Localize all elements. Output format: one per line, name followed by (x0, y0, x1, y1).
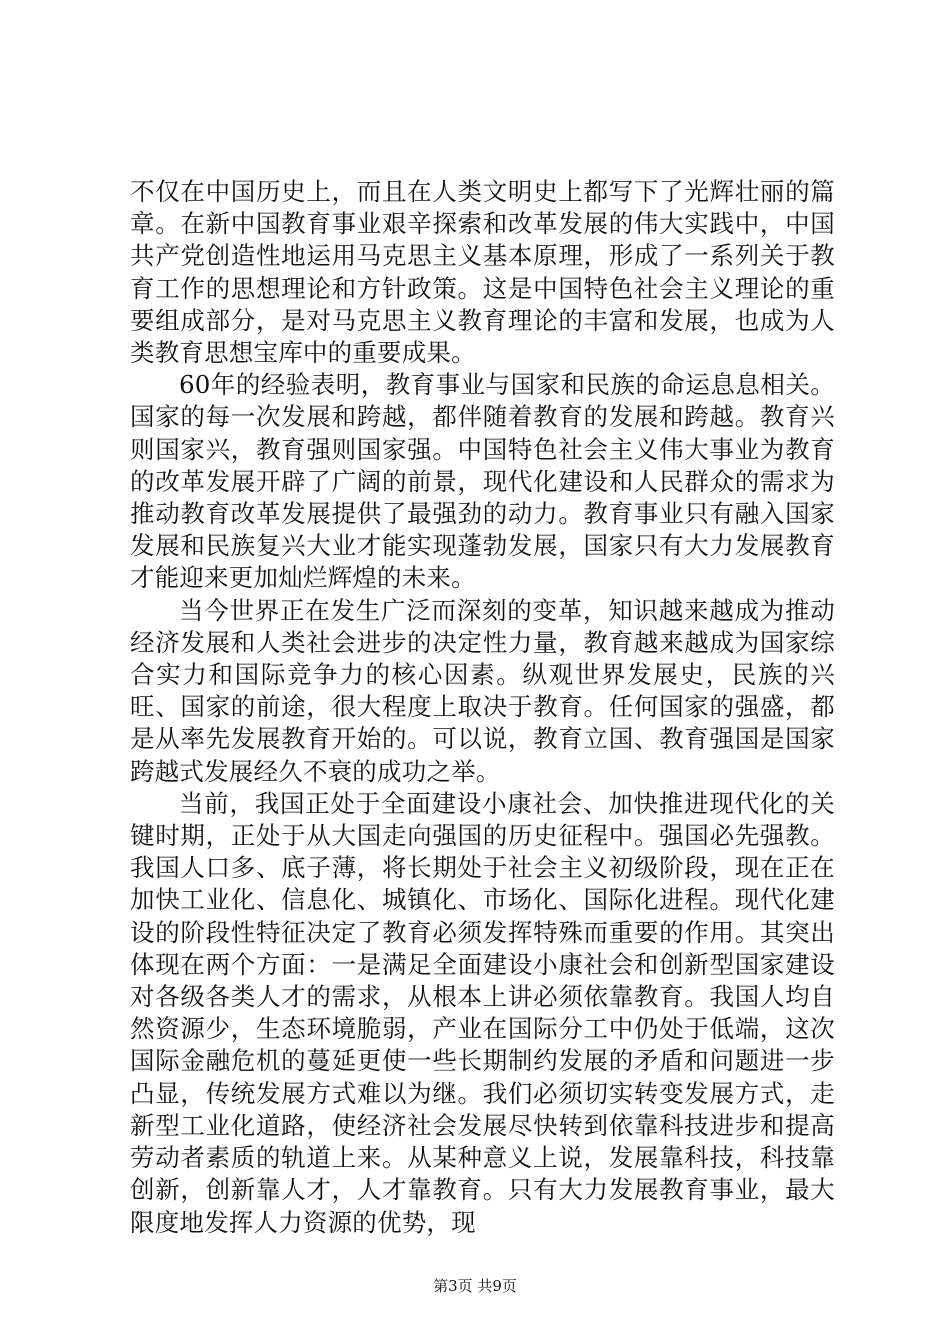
page-number-footer: 第3页 共9页 (433, 1277, 517, 1295)
paragraph-world-change: 当今世界正在发生广泛而深刻的变革，知识越来越成为推动经济发展和人类社会进步的决定性力量，教育越来越成为国家综合实力和国际竞争力的核心因素。纵观世界发展史，民族的兴旺、国家的前途，很大程度上取决于教育。任何国家的强盛，都是从率先发展教育开始的。可以说，教育立国、教育强国是国家跨越式发展经久不衰的成功之举。 (130, 595, 835, 786)
paragraph-current-period: 当前，我国正处于全面建设小康社会、加快推进现代化的关键时期，正处于从大国走向强国的历史征程中。强国必先强教。我国人口多、底子薄，将长期处于社会主义初级阶段，现在正在加快工业化、信息化、城镇化、市场化、国际化进程。现代化建设的阶段性特征决定了教育必须发挥特殊而重要的作用。其突出体现在两个方面：一是满足全面建设小康社会和创新型国家建设对各级各类人才的需求，从根本上讲必须依靠教育。我国人均自然资源少，生态环境脆弱，产业在国际分工中仍处于低端，这次国际金融危机的蔓延更使一些长期制约发展的矛盾和问题进一步凸显，传统发展方式难以为继。我们必须切实转变发展方式，走新型工业化道路，使经济社会发展尽快转到依靠科技进步和提高劳动者素质的轨道上来。从某种意义上说，发展靠科技，科技靠创新，创新靠人才，人才靠教育。只有大力发展教育事业，最大限度地发挥人力资源的优势，现 (130, 788, 835, 1237)
paragraph-continuation: 不仅在中国历史上，而且在人类文明史上都写下了光辉壮丽的篇章。在新中国教育事业艰辛探索和改革发展的伟大实践中，中国共产党创造性地运用马克思主义基本原理，形成了一系列关于教育工作的思想理论和方针政策。这是中国特色社会主义理论的重要组成部分，是对马克思主义教育理论的丰富和发展，也成为人类教育思想宝库中的重要成果。 (130, 177, 835, 368)
document-body (130, 176, 835, 1239)
paragraph-experience: 60年的经验表明，教育事业与国家和民族的命运息息相关。国家的每一次发展和跨越，都伴随着教育的发展和跨越。教育兴则国家兴，教育强则国家强。中国特色社会主义伟大事业为教育的改革发展开辟了广阔的前景，现代化建设和人民群众的需求为推动教育改革发展提供了最强劲的动力。教育事业只有融入国家发展和民族复兴大业才能实现蓬勃发展，国家只有大力发展教育才能迎来更加灿烂辉煌的未来。 (130, 370, 835, 593)
